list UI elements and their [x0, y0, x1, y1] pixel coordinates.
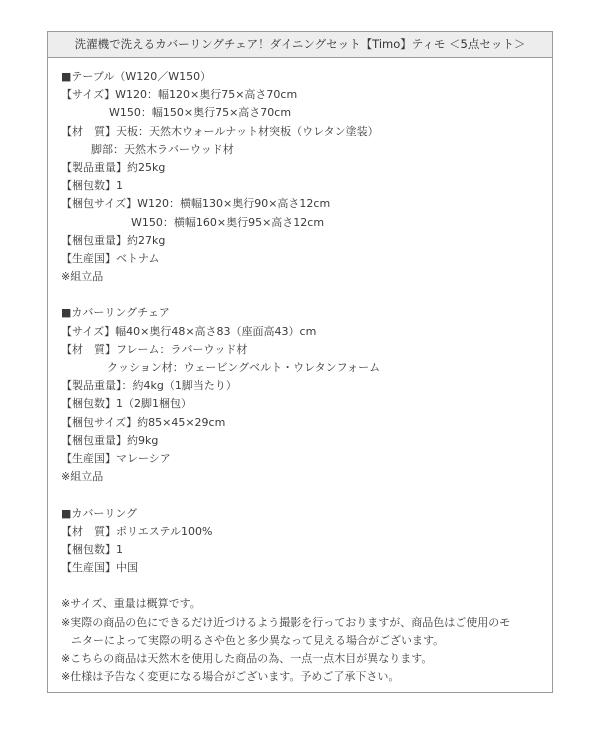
note-color-2: ニターによって実際の明るさや色と多少異なって見える場合がございます。	[71, 633, 445, 647]
chair-heading: ■カバーリングチェア	[61, 306, 170, 320]
spec-content	[61, 68, 546, 686]
table-section	[61, 68, 546, 286]
table-material-top: 【材 質】天板：天然木ウォールナット材突板（ウレタン塗装）	[61, 124, 379, 138]
cover-heading: ■カバーリング	[61, 506, 138, 520]
cover-packages: 【梱包数】1	[61, 542, 123, 556]
chair-origin: 【生産国】マレーシア	[61, 451, 171, 465]
note-approximate: ※サイズ、重量は概算です。	[61, 597, 201, 611]
cover-material: 【材 質】ポリエステル100%	[61, 524, 213, 538]
table-packages: 【梱包数】1	[61, 179, 123, 193]
panel-title: 洗濯機で洗えるカバーリングチェア！ダイニングセット【Timo】ティモ ＜5点セット＞	[48, 32, 552, 58]
table-pack-size-w150: W150：横幅160×奥行95×高さ12cm	[131, 215, 325, 229]
spec-panel	[47, 31, 553, 693]
chair-pack-size: 【梱包サイズ】約85×45×29cm	[61, 415, 226, 429]
chair-section	[61, 304, 546, 486]
cover-section	[61, 505, 546, 578]
table-heading: ■テーブル（W120／W150）	[61, 70, 212, 83]
table-weight: 【製品重量】約25kg	[61, 160, 166, 174]
table-pack-weight: 【梱包重量】約27kg	[61, 233, 166, 247]
table-pack-size-w120: 【梱包サイズ】W120：横幅130×奥行90×高さ12cm	[61, 197, 331, 211]
chair-material-frame: 【材 質】フレーム：ラバーウッド材	[61, 342, 248, 356]
table-size-w120: 【サイズ】W120：幅120×奥行75×高さ70cm	[61, 88, 298, 102]
table-origin: 【生産国】ベトナム	[61, 251, 160, 265]
chair-weight: 【製品重量】：約4kg（1脚当たり）	[61, 379, 237, 393]
cover-origin: 【生産国】中国	[61, 561, 138, 575]
chair-pack-weight: 【梱包重量】約9kg	[61, 433, 159, 447]
section-spacer	[61, 286, 546, 304]
section-spacer	[61, 486, 546, 504]
note-natural-wood: ※こちらの商品は天然木を使用した商品の為、一点一点木目が異なります。	[61, 652, 433, 665]
table-material-legs: 脚部：天然木ラバーウッド材	[91, 142, 234, 156]
table-assembly-note: ※組立品	[61, 270, 104, 284]
note-spec-change: ※仕様は予告なく変更になる場合がございます。予めご了承下さい。	[61, 670, 400, 684]
note-color-1: ※実際の商品の色にできるだけ近づけるよう撮影を行っておりますが、商品色はご使用のモ	[61, 615, 511, 629]
chair-material-cushion: クッション材：ウェービングベルト・ウレタンフォーム	[107, 361, 381, 374]
section-spacer	[61, 577, 546, 595]
chair-assembly-note: ※組立品	[61, 470, 104, 484]
chair-size: 【サイズ】幅40×奥行48×高さ83（座面高43）cm	[61, 324, 317, 338]
chair-packages: 【梱包数】1（2脚1梱包）	[61, 397, 192, 411]
notes-section	[61, 595, 546, 686]
table-size-w150: W150：幅150×奥行75×高さ70cm	[109, 106, 292, 120]
